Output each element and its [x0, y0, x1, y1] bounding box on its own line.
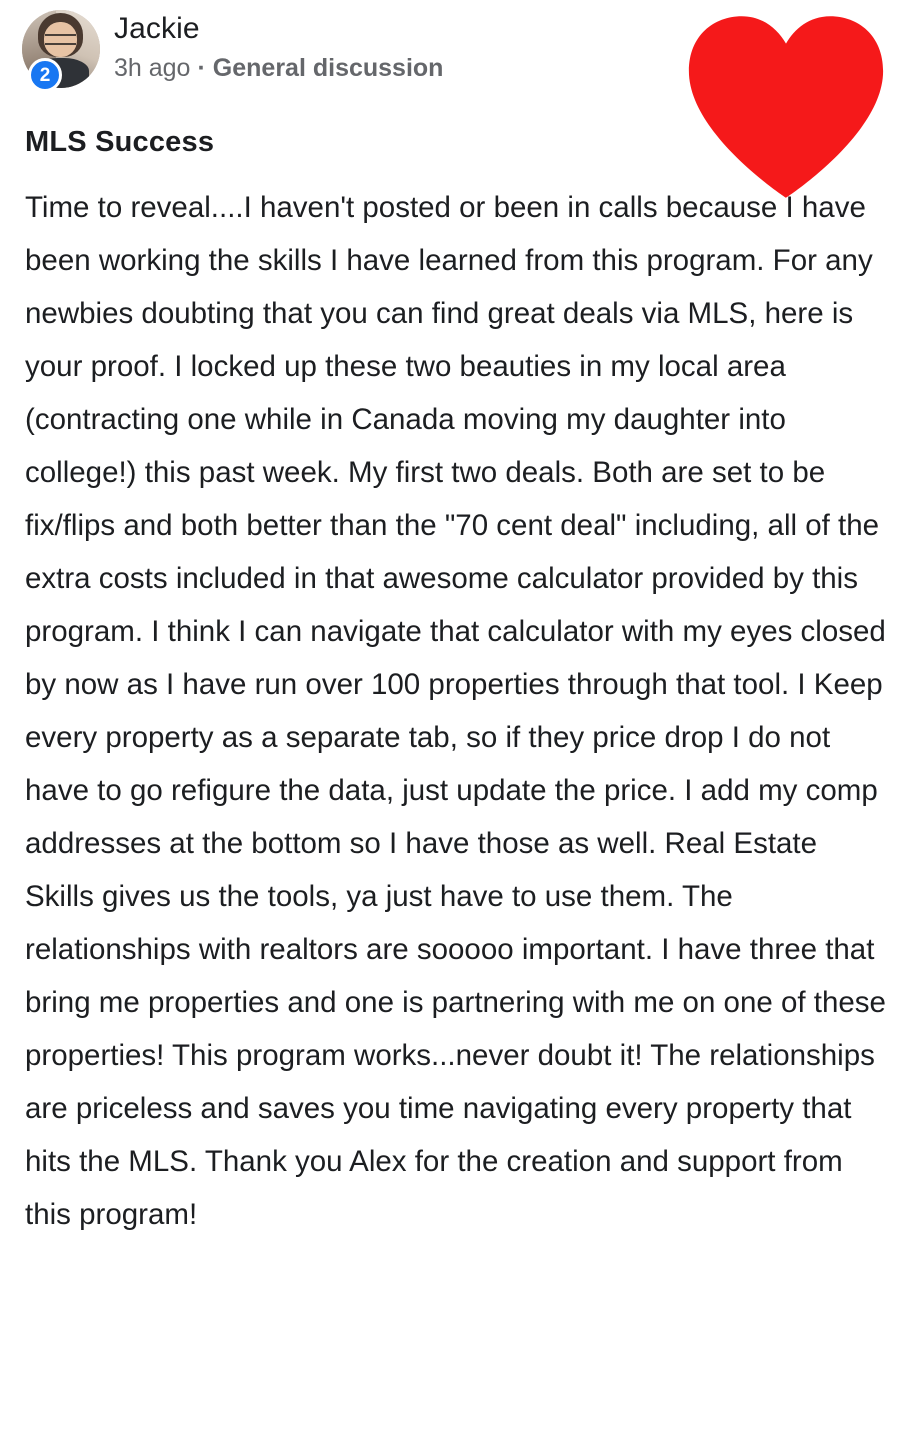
avatar-badge-count: 2 — [28, 58, 62, 92]
post-title: MLS Success — [25, 126, 215, 158]
meta-separator: · — [197, 53, 206, 82]
post-timestamp: 3h ago — [114, 53, 191, 82]
post-header-text — [114, 8, 443, 83]
post-author-name[interactable]: Jackie — [114, 12, 200, 45]
post-body-text: Time to reveal....I haven't posted or been in calls because I have been working the skills I have learned from this program. For any newbies doubting that you can find great deals via MLS, here is your proof. I locked up these two beauties in my local area (contracting one while in Canada moving my daughter into college!) this past week. My first two deals. Both are set to be fix/flips and both better than the "70 cent deal" including, all of the extra costs included in that awesome calculator provided by this program. I think I can navigate that calculator with my eyes closed by now as I have run over 100 properties through that tool. I Keep every property as a separate tab, so if they price drop I do not have to go refigure the data, just update the price. I add my comp addresses at the bottom so I have those as well. Real Estate Skills gives us the tools, ya just have to use them. The relationships with realtors are sooooo important. I have three that bring me properties and one is partnering with me on one of these properties! This program works...never doubt it! The relationships are priceless and saves you time navigating every property that hits the MLS. Thank you Alex for the creation and support from this program! — [25, 191, 895, 1231]
glasses-icon — [45, 34, 76, 45]
heart-icon[interactable] — [680, 12, 892, 202]
avatar[interactable] — [22, 10, 100, 88]
post-category[interactable]: General discussion — [212, 53, 444, 82]
post-meta — [114, 53, 443, 83]
